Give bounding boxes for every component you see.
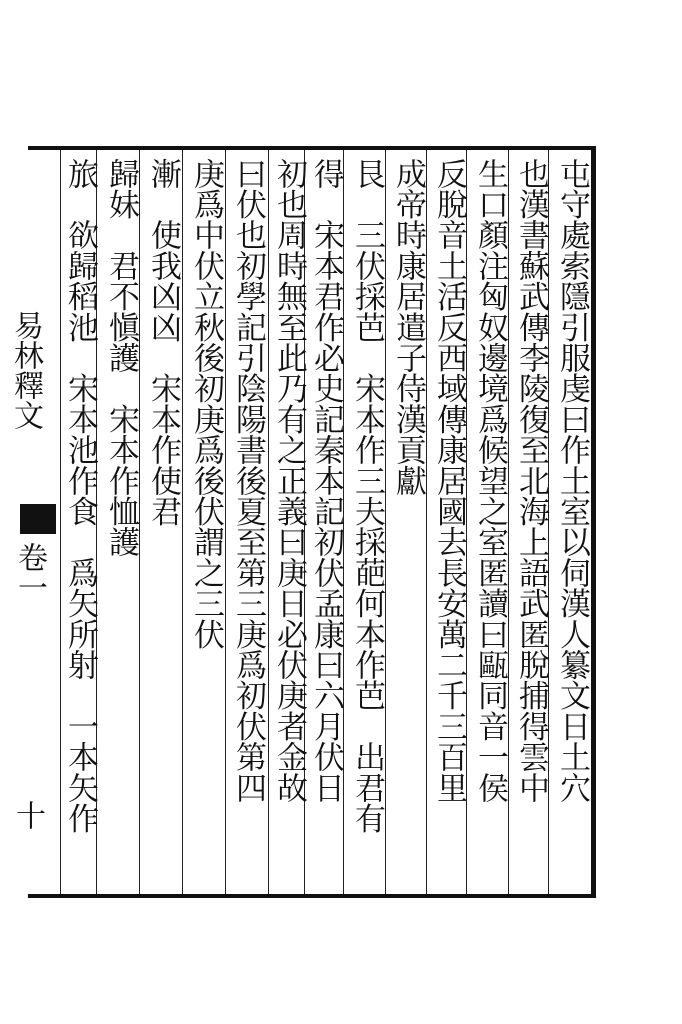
text-column-2: 也漢書蘇武傳李陵復至北海上語武匿脫捕得雲中 <box>513 158 549 803</box>
column-rule <box>182 150 183 894</box>
fish-tail-mark <box>20 504 56 534</box>
column-rule <box>139 150 140 894</box>
text-column-5: 成帝時康居遣子侍漢貢獻 <box>390 158 426 496</box>
text-column-11: 漸 使我凶凶 宋本作使君 <box>145 158 181 527</box>
volume-label: 卷一 <box>12 542 47 602</box>
text-column-7: 得 宋本君作必史記秦本記初伏孟康曰六月伏日 <box>308 158 344 803</box>
column-rule <box>268 150 269 894</box>
block-heart-margin <box>0 150 60 895</box>
text-column-9: 曰伏也初學記引陰陽書後夏至第三庚爲初伏第四 <box>230 158 266 803</box>
text-column-1: 屯守處索隱引服虔曰作土室以伺漢人纂文日土穴 <box>554 158 590 803</box>
column-rule <box>426 150 427 894</box>
column-rule <box>508 150 509 894</box>
text-column-12: 歸妹 君不愼護 宋本作恤護 <box>103 158 139 558</box>
column-rule <box>225 150 226 894</box>
page-number: 十 <box>10 800 45 830</box>
text-column-6: 艮 三伏採芭 宋本作三夫採葩何本作芭 出君有 <box>349 158 385 834</box>
column-rule <box>385 150 386 894</box>
text-column-3: 生口顏注匈奴邊境爲候望之室匿讀曰甌同音一侯 <box>472 158 508 803</box>
text-column-13: 旅 欲歸稻池 宋本池作食 爲矢所射 一本矢作 <box>62 158 98 834</box>
book-title: 易林釋文 <box>8 310 43 430</box>
text-column-10: 庚爲中伏立秋後初庚爲後伏謂之三伏 <box>188 158 224 650</box>
margin-rule <box>60 150 61 894</box>
text-column-8: 初也周時無至此乃有之正義曰庚日必伏庚者金故 <box>271 158 307 803</box>
text-column-4: 反脫音土活反西域傳康居國去長安萬二千三百里 <box>431 158 467 803</box>
